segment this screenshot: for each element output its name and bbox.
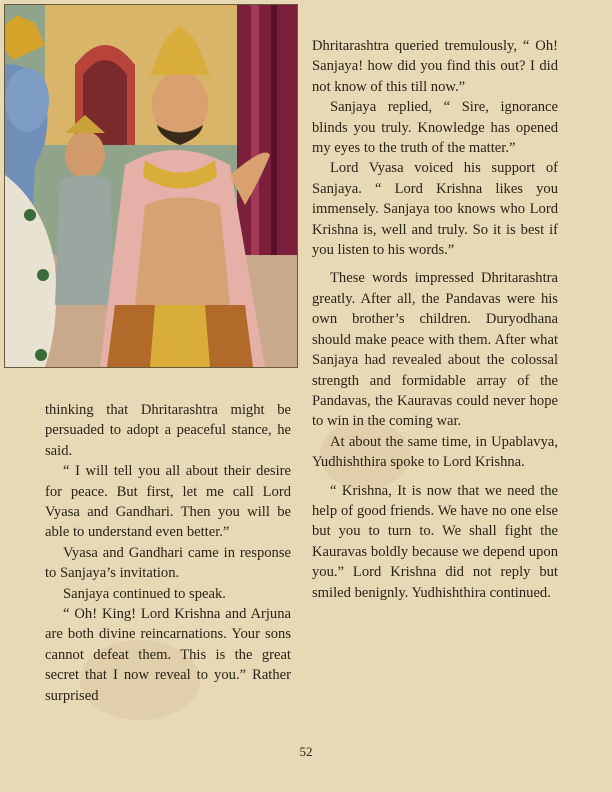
- paragraph: “ Krishna, It is now that we need the help of good friends. We have no one else but you to turn to. We shall fight the Kauravas boldly because we depend upon you.” Lord Krishna did not reply but smiled benignly. Yudhishthira continued.: [312, 482, 558, 601]
- story-illustration: [4, 4, 298, 368]
- paragraph: These words impressed Dhritarashtra greatly. After all, the Pandavas were his own brother’s children. Duryodhana should make peace with them. After what Sanjaya had revealed about the colossal strength and formidable array of the Pandavas, the Kauravas could never hope to win in the coming war.: [312, 270, 558, 430]
- paragraph: Vyasa and Gandhari came in response to Sanjaya’s invitation.: [45, 544, 291, 582]
- paragraph: “ I will tell you all about their desire for peace. But first, let me call Lord Vyasa and Gandhari. Then you will be able to understand even better.”: [45, 463, 291, 541]
- paragraph: “ Oh! King! Lord Krishna and Arjuna are both divine reincarnations. Your sons cannot defeat them. This is the great secret that I now reveal to you.” Rather surprised: [45, 606, 291, 704]
- page-number: 52: [299, 744, 313, 759]
- paragraph: Sanjaya continued to speak.: [63, 585, 226, 602]
- paragraph: Sanjaya replied, “ Sire, ignorance blinds you truly. Knowledge has opened my eyes to the truth of the matter.”: [312, 99, 558, 157]
- paragraph: At about the same time, in Upablavya, Yudhishthira spoke to Lord Krishna.: [312, 433, 558, 471]
- left-text-column: [45, 400, 291, 706]
- paragraph: thinking that Dhritarashtra might be persuaded to adopt a peaceful stance, he said.: [45, 402, 291, 459]
- paragraph: Lord Vyasa voiced his support of Sanjaya. “ Lord Krishna likes you immensely. Sanjaya too knows who Lord Krishna is, well and truly. So it is best if you listen to his words.”: [312, 160, 558, 259]
- paragraph: Dhritarashtra queried tremulously, “ Oh! Sanjaya! how did you find this out? I did not know of this till now.”: [312, 38, 558, 95]
- right-text-column: [312, 36, 558, 603]
